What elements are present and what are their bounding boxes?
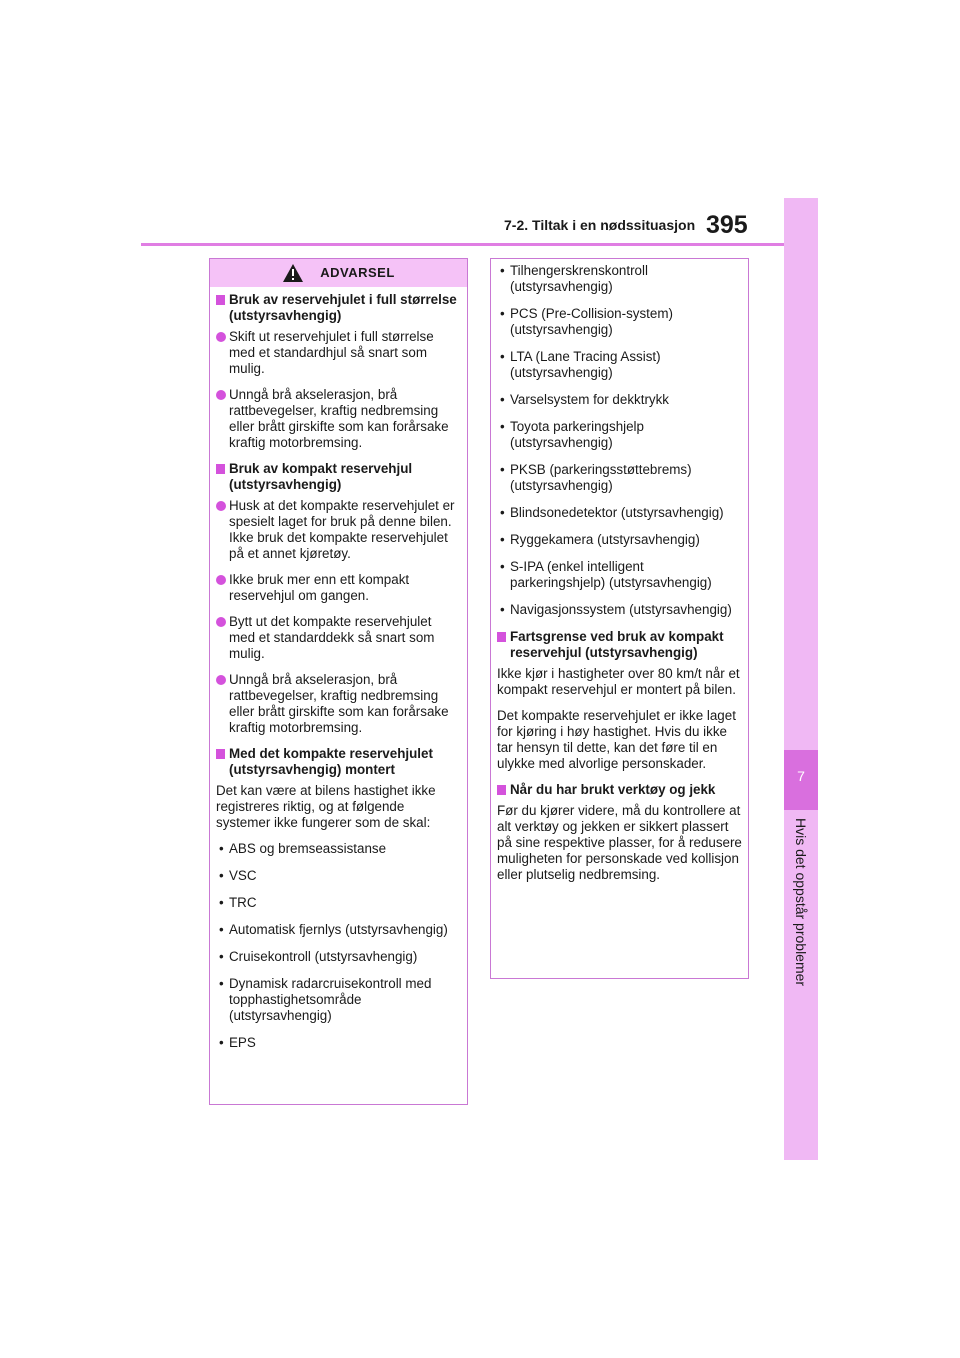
list-item: • Blindsonedetektor (utstyrsavhengig) (497, 505, 742, 521)
chapter-number: 7 (797, 768, 805, 784)
info-heading-speed-limit: Fartsgrense ved bruk av kompakt reservehjul (utstyrsavhengig) (497, 629, 742, 661)
list-item: • LTA (Lane Tracing Assist) (utstyrsavhengig) (497, 349, 742, 381)
header-rule (141, 243, 785, 246)
warning-bullet: Unngå brå akselerasjon, brå rattbevegelser, kraftig nedbremsing eller brått girskifte som kan forårsake kraftig motorbremsing. (216, 672, 461, 736)
info-paragraph: Før du kjører videre, må du kontrollere at alt verktøy og jekken er sikkert plassert på sine respektive plasser, for å redusere muligheten for personskade ved kollisjon eller plutselig nedbremsing. (497, 803, 742, 882)
warning-heading-mounted: Med det kompakte reservehjulet (utstyrsavhengig) montert (216, 746, 461, 778)
chapter-title-block (784, 818, 818, 1118)
warning-header (210, 259, 467, 287)
list-item: • Navigasjonssystem (utstyrsavhengig) (497, 602, 742, 618)
chapter-number-block (784, 750, 818, 810)
info-paragraph: Ikke kjør i hastigheter over 80 km/t når et kompakt reservehjul er montert på bilen. (497, 666, 740, 697)
list-item: • Ryggekamera (utstyrsavhengig) (497, 532, 742, 548)
list-item: • Tilhengerskrenskontroll (utstyrsavhengig) (497, 263, 742, 295)
list-item: • VSC (216, 868, 461, 884)
page-number: 395 (706, 211, 748, 239)
list-item: • ABS og bremseassistanse (216, 841, 461, 857)
info-heading-tools: Når du har brukt verktøy og jekk (497, 782, 742, 798)
list-item: • Cruisekontroll (utstyrsavhengig) (216, 949, 461, 965)
continued-warning-box (490, 258, 749, 979)
warning-heading-compact: Bruk av kompakt reservehjul (utstyrsavhengig) (216, 461, 461, 493)
warning-body (210, 287, 467, 1051)
list-item: • Automatisk fjernlys (utstyrsavhengig) (216, 922, 461, 938)
warning-bullet: Unngå brå akselerasjon, brå rattbevegelser, kraftig nedbremsing eller brått girskifte som kan forårsake kraftig motorbremsing. (216, 387, 461, 451)
warning-box (209, 258, 468, 1105)
info-paragraph: Det kompakte reservehjulet er ikke laget for kjøring i høy hastighet. Hvis du ikke tar hensyn til dette, kan det føre til en ulykke med alvorlige personskader. (497, 708, 736, 771)
list-item: • Toyota parkeringshjelp (utstyrsavhengig) (497, 419, 742, 451)
list-item: • TRC (216, 895, 461, 911)
warning-bullet: Ikke bruk mer enn ett kompakt reservehjul om gangen. (216, 572, 461, 604)
list-item: • PCS (Pre-Collision-system) (utstyrsavhengig) (497, 306, 742, 338)
warning-heading-full-size: Bruk av reservehjulet i full størrelse (utstyrsavhengig) (216, 292, 461, 324)
list-item: • Varselsystem for dekktrykk (497, 392, 742, 408)
warning-triangle-icon (282, 263, 304, 283)
list-item: • EPS (216, 1035, 461, 1051)
warning-title: ADVARSEL (320, 265, 395, 280)
warning-bullet: Skift ut reservehjulet i full størrelse med et standardhjul så snart som mulig. (216, 329, 461, 377)
list-item: • PKSB (parkeringsstøttebrems) (utstyrsavhengig) (497, 462, 742, 494)
warning-paragraph: Det kan være at bilens hastighet ikke registreres riktig, og at følgende systemer ikke fungerer som de skal: (216, 783, 436, 830)
chapter-title: Hvis det oppstår problemer (793, 818, 809, 987)
list-item: • S-IPA (enkel intelligent parkeringshjelp) (utstyrsavhengig) (497, 559, 742, 591)
section-title: 7-2. Tiltak i en nødssituasjon (504, 217, 696, 233)
warning-bullet: Husk at det kompakte reservehjulet er spesielt laget for bruk på denne bilen. Ikke bruk det kompakte reservehjulet på et annet kjøretøy. (216, 498, 461, 562)
list-item: • Dynamisk radarcruisekontroll med topphastighetsområde (utstyrsavhengig) (216, 976, 461, 1024)
warning-bullet: Bytt ut det kompakte reservehjulet med et standarddekk så snart som mulig. (216, 614, 461, 662)
